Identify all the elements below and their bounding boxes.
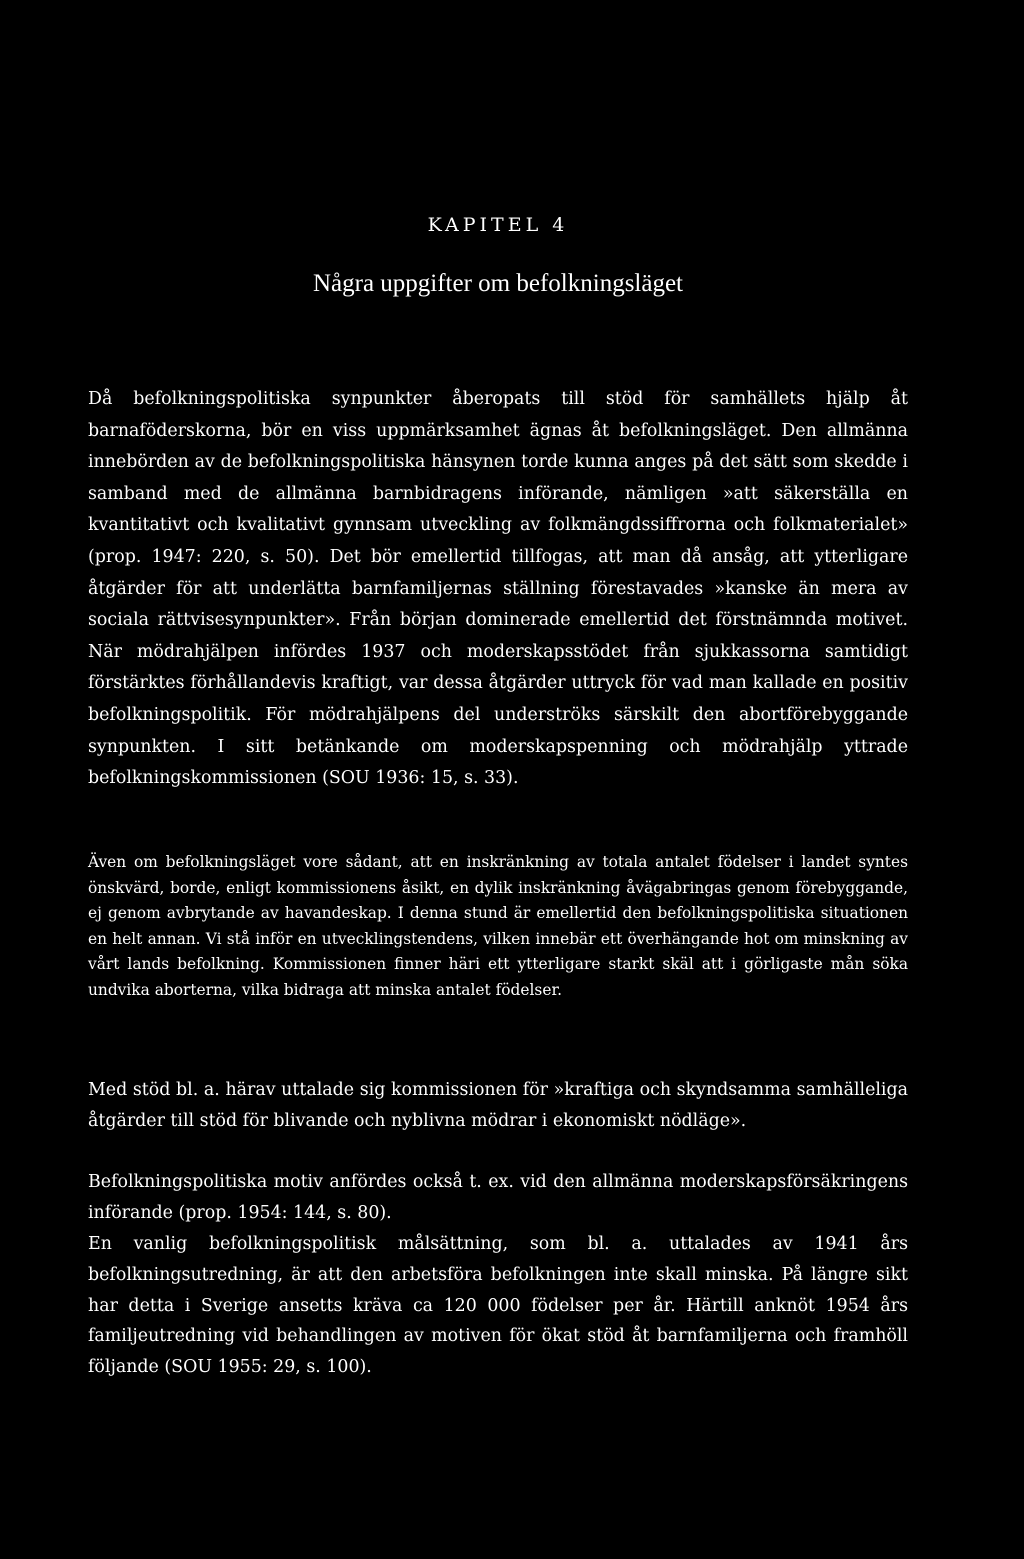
chapter-title: Några uppgifter om befolkningsläget: [312, 270, 684, 297]
paragraph-commission: Med stöd bl. a. härav uttalade sig kommissionen för »kraftiga och skyndsamma samhälleliga åtgärder till stöd för blivande och nyblivna mödrar i ekonomiskt nödläge».: [88, 1080, 908, 1131]
chapter-label: KAPITEL 4: [427, 214, 569, 236]
paragraph-intro: Då befolkningspolitiska synpunkter åberopats till stöd för samhällets hjälp åt barnaföderskorna, bör en viss uppmärksamhet ägnas åt befolkningsläget. Den allmänna innebörden av de befolkningspolitiska hänsynen torde kunna anges på det sätt som skedde i samband med de allmänna barnbidragens införande, nämligen »att säkerställa en kvantitativt och kvalitativt gynnsam utveckling av folkmängdssiffrorna och folkmaterialet» (prop. 1947: 220, s. 50). Det bör emellertid tillfogas, att man då ansåg, att ytterligare åtgärder för att underlätta barnfamiljernas ställning förestavades »kanske än mera av sociala rättvisesynpunkter». Från början dominerade emellertid det förstnämnda motivet. När mödrahjälpen infördes 1937 och moderskapsstödet från sjukkassorna samtidigt förstärktes förhållandevis kraftigt, var dessa åtgärder uttryck för vad man kallade en positiv befolkningspolitik. För mödrahjälpens del underströks särskilt den abortförebyggande synpunkten. I sitt betänkande om moderskapspenning och mödrahjälp yttrade befolkningskommissionen (SOU 1936: 15, s. 33).: [88, 389, 908, 789]
block-quote: Även om befolkningsläget vore sådant, att en inskränkning av totala antalet födelser i landet syntes önskvärd, borde, enligt kommissionens åsikt, en dylik inskränkning åvägabringas genom förebyggande, ej genom avbrytande av havandeskap. I denna stund är emellertid den befolkningspolitiska situationen en helt annan. Vi stå inför en utvecklingstendens, vilken innebär ett överhängande hot om minskning av vårt lands befolkning. Kommissionen finner häri ett ytterligare starkt skäl att i görligaste mån söka undvika aborterna, vilka bidraga att minska antalet födelser.: [88, 853, 908, 999]
paragraph-goal: En vanlig befolkningspolitisk målsättning, som bl. a. uttalades av 1941 års befolkningsutredning, är att den arbetsföra befolkningen inte skall minska. På längre sikt har detta i Sverige ansetts kräva ca 120 000 födelser per år. Härtill anknöt 1954 års familjeutredning vid behandlingen av motiven för ökat stöd åt barnfamiljerna och framhöll följande (SOU 1955: 29, s. 100).: [88, 1234, 908, 1378]
paragraph-insurance: Befolkningspolitiska motiv anfördes också t. ex. vid den allmänna moderskapsförsäkringens införande (prop. 1954: 144, s. 80).: [88, 1172, 908, 1223]
document-page: [88, 0, 908, 1559]
